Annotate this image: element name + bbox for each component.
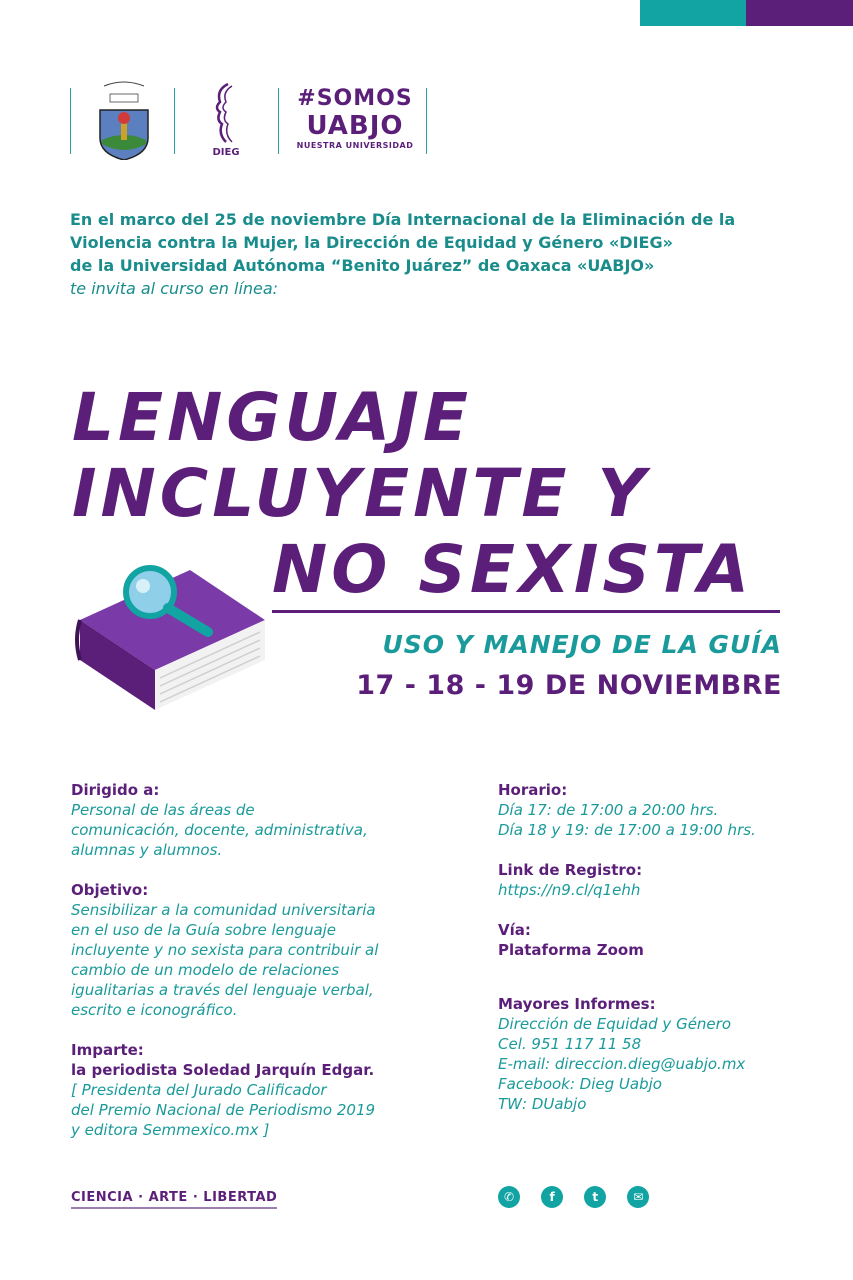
objetivo-text: en el uso de la Guía sobre lenguaje bbox=[71, 921, 337, 939]
dirigido-text: Personal de las áreas de bbox=[71, 801, 255, 819]
imparte-text: del Premio Nacional de Periodismo 2019 bbox=[71, 1101, 376, 1119]
objetivo-text: escrito e iconográfico. bbox=[71, 1001, 238, 1019]
dieg-label: DIEG bbox=[212, 147, 240, 158]
title-line1: LENGUAJE bbox=[72, 379, 472, 456]
via-value: Plataforma Zoom bbox=[498, 941, 644, 959]
dieg-logo bbox=[206, 80, 246, 160]
footer-motto: CIENCIA · ARTE · LIBERTAD bbox=[71, 1190, 277, 1209]
via-heading: Vía: bbox=[498, 921, 531, 939]
uabjo-shield-logo bbox=[96, 80, 152, 160]
objetivo-section bbox=[71, 880, 451, 1020]
imparte-text: y editora Semmexico.mx ] bbox=[71, 1121, 270, 1139]
link-section bbox=[498, 860, 838, 900]
objetivo-text: incluyente y no sexista para contribuir al bbox=[71, 941, 379, 959]
info-email[interactable]: E-mail: direccion.dieg@uabjo.mx bbox=[498, 1055, 746, 1073]
info-twitter[interactable]: TW: DUabjo bbox=[498, 1095, 587, 1113]
imparte-text: [ Presidenta del Jurado Calificador bbox=[71, 1081, 327, 1099]
objetivo-text: igualitarias a través del lenguaje verbal, bbox=[71, 981, 374, 999]
divider bbox=[426, 88, 427, 154]
intro-invite-line: te invita al curso en línea: bbox=[70, 279, 279, 298]
intro-line: En el marco del 25 de noviembre Día Internacional de la Eliminación de la bbox=[70, 210, 736, 229]
subtitle: USO Y MANEJO DE LA GUÍA bbox=[382, 630, 782, 659]
somos-uabjo-logo bbox=[295, 86, 415, 152]
info-section bbox=[498, 994, 838, 1114]
info-text: Dirección de Equidad y Género bbox=[498, 1015, 731, 1033]
imparte-section bbox=[71, 1040, 451, 1140]
top-accent-purple bbox=[746, 0, 853, 26]
mail-icon[interactable]: ✉ bbox=[627, 1186, 649, 1208]
dieg-profile-icon bbox=[206, 80, 246, 146]
divider bbox=[278, 88, 279, 154]
title-line3: NO SEXISTA bbox=[272, 531, 753, 608]
horario-section bbox=[498, 780, 838, 840]
imparte-heading: Imparte: bbox=[71, 1041, 144, 1059]
intro-line: Violencia contra la Mujer, la Dirección de Equidad y Género «DIEG» bbox=[70, 233, 673, 252]
book-magnifier-illustration bbox=[70, 560, 270, 720]
phone-icon[interactable]: ✆ bbox=[498, 1186, 520, 1208]
intro-paragraph bbox=[70, 208, 790, 300]
divider bbox=[174, 88, 175, 154]
somos-line2: UABJO bbox=[306, 111, 404, 141]
somos-line3: NUESTRA UNIVERSIDAD bbox=[296, 141, 414, 150]
dirigido-section bbox=[71, 780, 451, 860]
objetivo-heading: Objetivo: bbox=[71, 881, 149, 899]
left-column bbox=[71, 780, 451, 1160]
top-accent-teal bbox=[640, 0, 746, 26]
dirigido-heading: Dirigido a: bbox=[71, 781, 160, 799]
link-heading: Link de Registro: bbox=[498, 861, 643, 879]
horario-text: Día 18 y 19: de 17:00 a 19:00 hrs. bbox=[498, 821, 756, 839]
objetivo-text: Sensibilizar a la comunidad universitaria bbox=[71, 901, 376, 919]
horario-text: Día 17: de 17:00 a 20:00 hrs. bbox=[498, 801, 719, 819]
info-heading: Mayores Informes: bbox=[498, 995, 656, 1013]
info-facebook[interactable]: Facebook: Dieg Uabjo bbox=[498, 1075, 662, 1093]
right-column bbox=[498, 780, 838, 1134]
divider bbox=[70, 88, 71, 154]
registration-link[interactable]: https://n9.cl/q1ehh bbox=[498, 881, 641, 899]
horario-heading: Horario: bbox=[498, 781, 568, 799]
somos-line1: #SOMOS bbox=[297, 86, 413, 111]
logo-strip bbox=[70, 80, 430, 160]
imparte-name: la periodista Soledad Jarquín Edgar. bbox=[71, 1061, 375, 1079]
intro-line: de la Universidad Autónoma “Benito Juárez” de Oaxaca «UABJO» bbox=[70, 256, 655, 275]
social-icons bbox=[498, 1186, 665, 1210]
dirigido-text: alumnas y alumnos. bbox=[71, 841, 223, 859]
info-phone: Cel. 951 117 11 58 bbox=[498, 1035, 642, 1053]
twitter-icon[interactable]: t bbox=[584, 1186, 606, 1208]
via-section bbox=[498, 920, 838, 960]
dirigido-text: comunicación, docente, administrativa, bbox=[71, 821, 368, 839]
objetivo-text: cambio de un modelo de relaciones bbox=[71, 961, 340, 979]
title-line2: INCLUYENTE Y bbox=[72, 455, 650, 532]
course-dates: 17 - 18 - 19 DE NOVIEMBRE bbox=[356, 670, 782, 701]
title-underline bbox=[272, 610, 780, 613]
facebook-icon[interactable]: f bbox=[541, 1186, 563, 1208]
